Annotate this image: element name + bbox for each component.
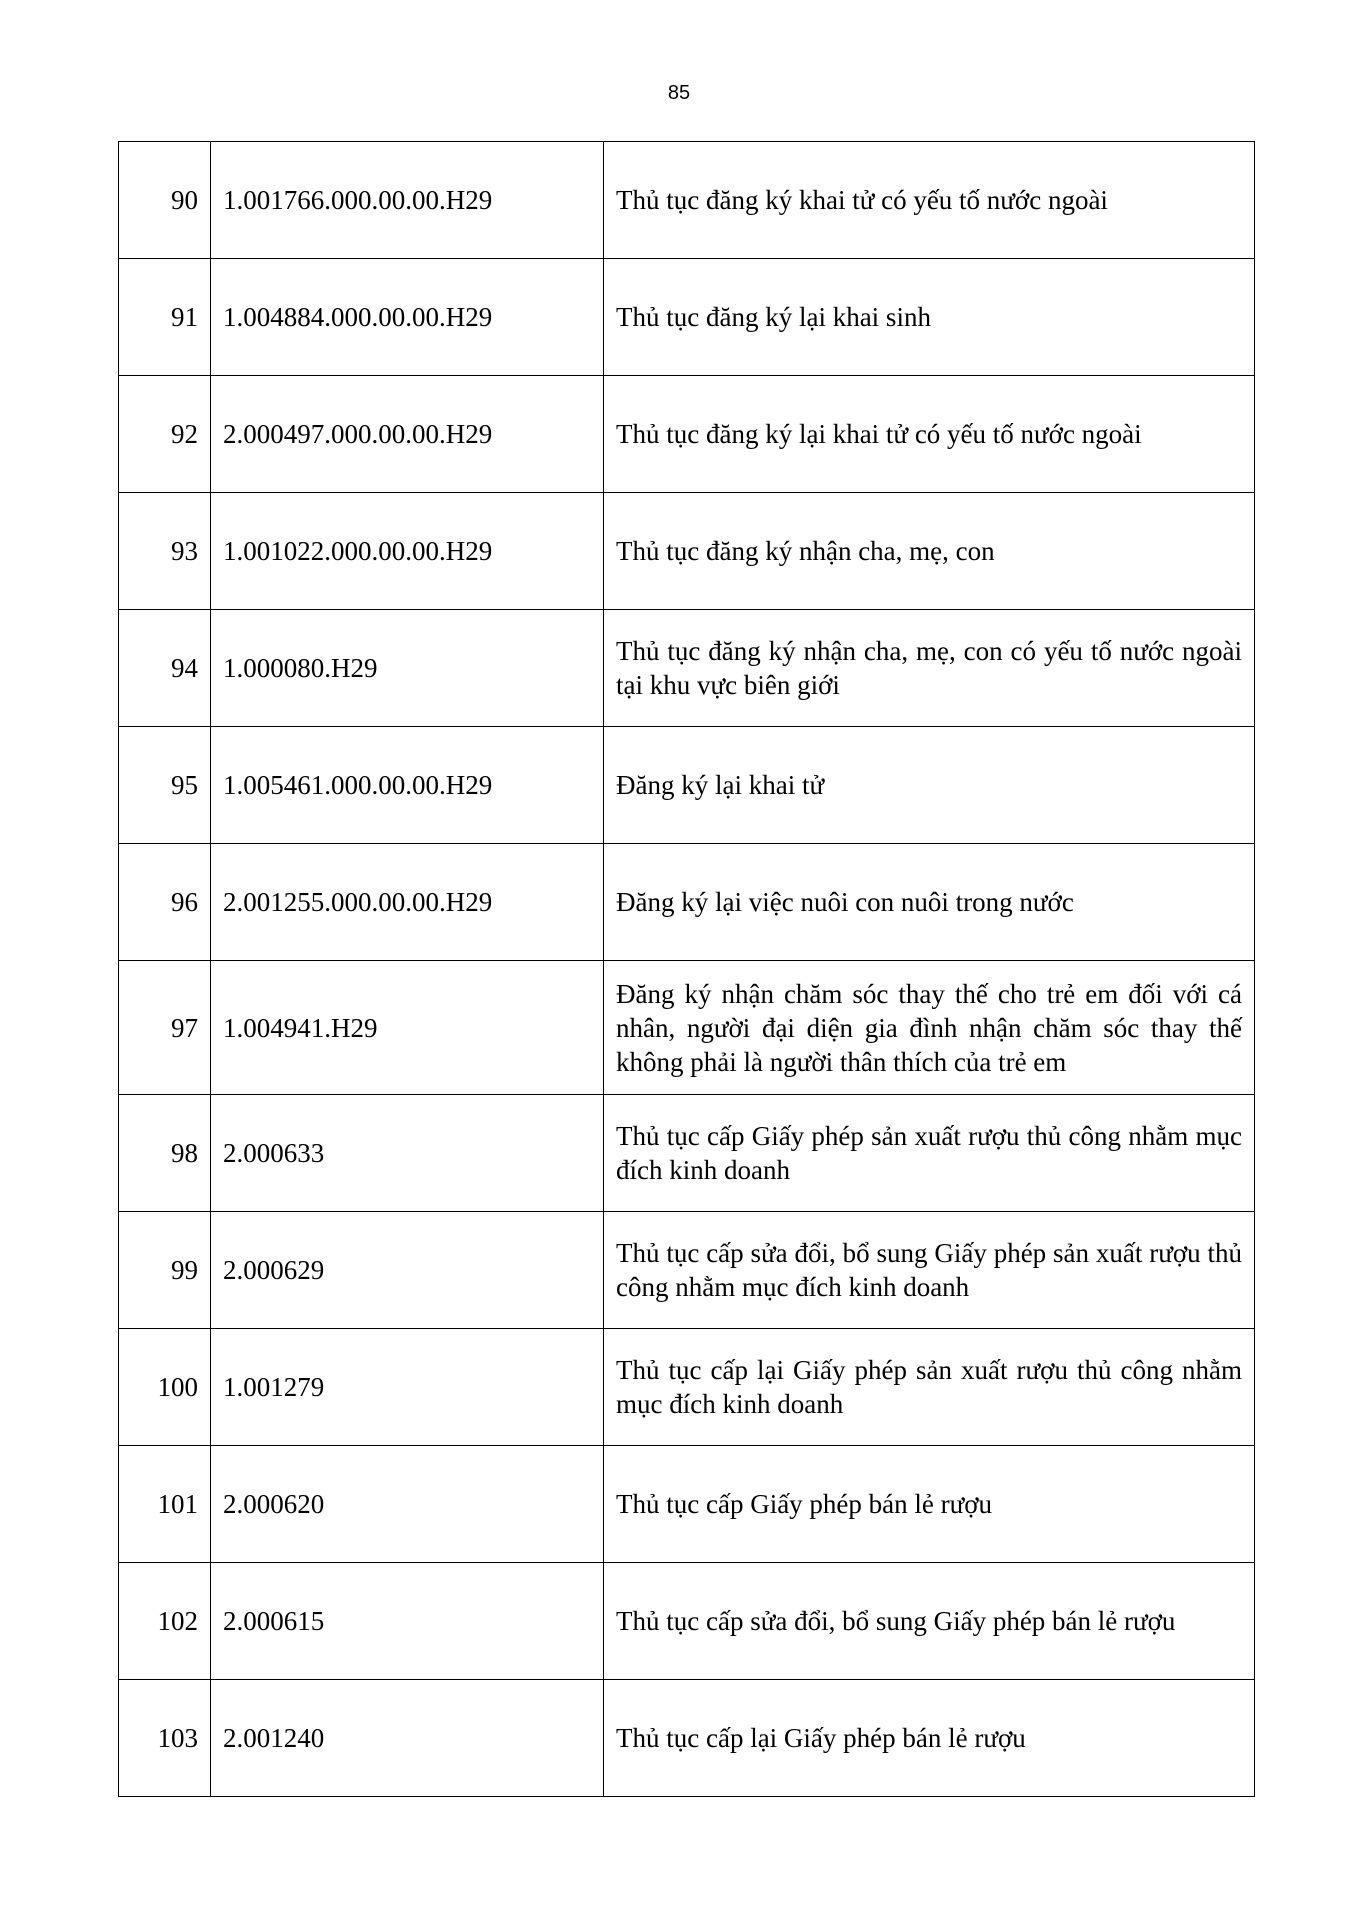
procedure-code: 1.001766.000.00.00.H29	[211, 142, 604, 259]
procedure-name: Đăng ký nhận chăm sóc thay thế cho trẻ em đối với cá nhân, người đại diện gia đình nhận chăm sóc thay thế không phải là người thân thích của trẻ em	[604, 961, 1255, 1095]
procedure-name: Thủ tục cấp sửa đổi, bổ sung Giấy phép sản xuất rượu thủ công nhằm mục đích kinh doanh	[604, 1212, 1255, 1329]
row-number: 101	[119, 1446, 211, 1563]
procedure-code: 1.005461.000.00.00.H29	[211, 727, 604, 844]
row-number: 90	[119, 142, 211, 259]
procedures-table	[118, 141, 1255, 1797]
table-row	[119, 259, 1255, 376]
row-number: 96	[119, 844, 211, 961]
row-number: 91	[119, 259, 211, 376]
row-number: 92	[119, 376, 211, 493]
table-row	[119, 1212, 1255, 1329]
table-row	[119, 376, 1255, 493]
row-number: 100	[119, 1329, 211, 1446]
table-row	[119, 1095, 1255, 1212]
table-row	[119, 961, 1255, 1095]
page-number: 85	[667, 82, 691, 104]
procedure-name: Thủ tục đăng ký lại khai tử có yếu tố nước ngoài	[604, 376, 1255, 493]
table-row	[119, 1563, 1255, 1680]
table-row	[119, 1446, 1255, 1563]
table-row	[119, 1680, 1255, 1797]
procedure-code: 1.004941.H29	[211, 961, 604, 1095]
procedure-code: 2.001255.000.00.00.H29	[211, 844, 604, 961]
procedure-name: Thủ tục đăng ký nhận cha, mẹ, con	[604, 493, 1255, 610]
procedure-name: Thủ tục đăng ký khai tử có yếu tố nước ngoài	[604, 142, 1255, 259]
table-row	[119, 610, 1255, 727]
procedure-name: Thủ tục cấp Giấy phép bán lẻ rượu	[604, 1446, 1255, 1563]
row-number: 97	[119, 961, 211, 1095]
procedure-code: 2.001240	[211, 1680, 604, 1797]
procedure-code: 2.000497.000.00.00.H29	[211, 376, 604, 493]
row-number: 99	[119, 1212, 211, 1329]
procedure-code: 2.000615	[211, 1563, 604, 1680]
procedure-name: Đăng ký lại việc nuôi con nuôi trong nước	[604, 844, 1255, 961]
procedure-name: Thủ tục đăng ký lại khai sinh	[604, 259, 1255, 376]
procedure-name: Thủ tục đăng ký nhận cha, mẹ, con có yếu tố nước ngoài tại khu vực biên giới	[604, 610, 1255, 727]
procedure-name: Thủ tục cấp lại Giấy phép sản xuất rượu thủ công nhằm mục đích kinh doanh	[604, 1329, 1255, 1446]
table-row	[119, 1329, 1255, 1446]
procedure-code: 1.001022.000.00.00.H29	[211, 493, 604, 610]
row-number: 93	[119, 493, 211, 610]
row-number: 102	[119, 1563, 211, 1680]
row-number: 95	[119, 727, 211, 844]
row-number: 94	[119, 610, 211, 727]
procedure-name: Thủ tục cấp lại Giấy phép bán lẻ rượu	[604, 1680, 1255, 1797]
procedure-name: Đăng ký lại khai tử	[604, 727, 1255, 844]
table-row	[119, 142, 1255, 259]
row-number: 98	[119, 1095, 211, 1212]
procedure-code: 2.000629	[211, 1212, 604, 1329]
procedure-code: 2.000620	[211, 1446, 604, 1563]
procedure-code: 1.004884.000.00.00.H29	[211, 259, 604, 376]
procedure-name: Thủ tục cấp sửa đổi, bổ sung Giấy phép bán lẻ rượu	[604, 1563, 1255, 1680]
table-row	[119, 493, 1255, 610]
procedure-name: Thủ tục cấp Giấy phép sản xuất rượu thủ công nhằm mục đích kinh doanh	[604, 1095, 1255, 1212]
procedure-code: 2.000633	[211, 1095, 604, 1212]
procedure-code: 1.001279	[211, 1329, 604, 1446]
table-row	[119, 727, 1255, 844]
table-row	[119, 844, 1255, 961]
procedure-code: 1.000080.H29	[211, 610, 604, 727]
row-number: 103	[119, 1680, 211, 1797]
